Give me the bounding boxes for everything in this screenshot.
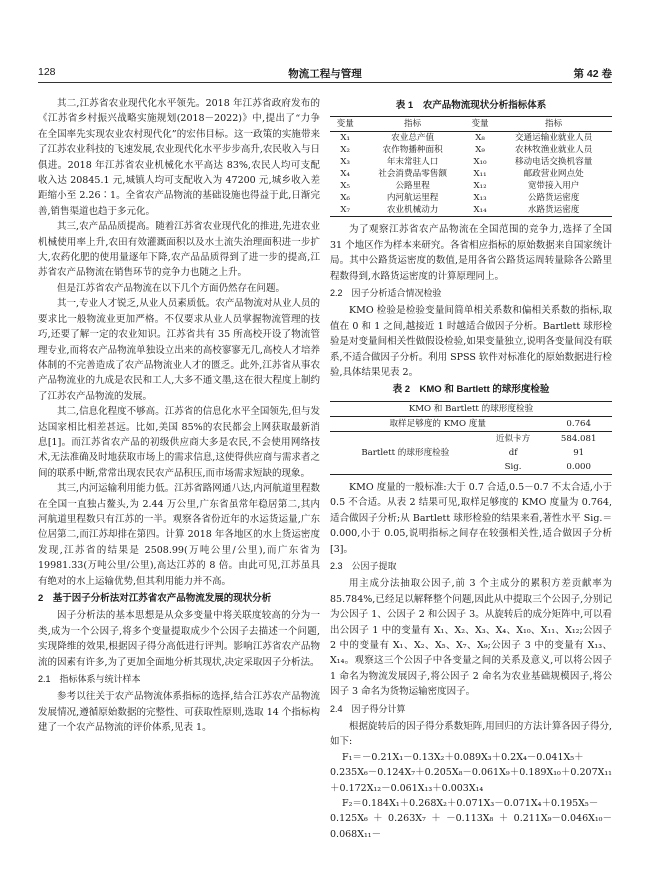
table-cell: 农林牧渔业就业人员 [514,145,593,156]
table-cell: 91 [573,447,585,458]
paragraph: 其二,江苏省农业现代化水平领先。2018 年江苏省政府发布的《江苏省乡村振兴战略实施规划(2018－2022)》中,提出了“力争在全国率先实现农业农村现代化”的宏伟目标。这一政策的实施带来了江苏农业科技的飞速发展,农业现代化水平步步高升,农民收入与日俱进。2018 年江苏省农业机械化水平高达 83%,农民人均可支配收入达 20845.1 元,城镇人均可支配收入为 47200 元,城乡收入差距缩小至 2.26∶1。全省农产品物流的基础设施也得益于此,日渐完善,销售渠道也趋于多元化。 [38,98,320,217]
table-cell: 农业机械动力 [360,204,464,217]
table-cell: X₆ [340,193,350,204]
table-cell: X₃ [340,157,350,168]
table-header: 指标 [360,117,464,132]
table-cell: X₉ [475,145,485,156]
section-heading: 2 基于因子分析法对江苏省农产品物流发展的现状分析 [38,593,272,604]
table-cell: 交通运输业就业人员 [514,133,593,144]
table-row [330,132,612,145]
table-cell: X₁₄ [465,204,495,217]
table-cell: X₅ [340,181,350,192]
table-cell: 584.081 [560,433,597,444]
table-cell: X₁₁ [473,169,487,180]
formula-f2-cont: 0.125X₆＋0.263X₇＋－0.113X₈＋0.211X₉－0.046X₁₀－0.068X₁₁－ [330,813,612,840]
paragraph: KMO 检验是检验变量间简单相关系数和偏相关系数的指标,取值在 0 和 1 之间,越接近 1 时越适合做因子分析。Bartlett 球形检验是对变量间相关性做假设检验,如果变量独立,说明各变量间没有联系,不适合做因子分析。利用 SPSS 软件对标准化的原始数据进行检验,具体结果见表 2。 [330,305,612,379]
table-header: 变量 [330,117,360,132]
table-cell: 0.000 [545,460,612,475]
left-column [38,96,320,736]
formula-f2: F₂＝0.184X₁＋0.268X₂＋0.071X₃－0.071X₄＋0.195X₅－ [342,798,599,809]
paragraph: 但是江苏省农产品物流在以下几个方面仍然存在问题。 [57,282,286,294]
paragraph: 用主成分法抽取公因子,前 3 个主成分的累积方差贡献率为 85.784%,已经足以解释整个问题,因此从中提取三个公因子,分别记为公因子 1、公因子 2 和公因子 3。从旋转后的成分矩阵中,可以看出公因子 1 中的变量有 X₁、X₂、X₃、X₄、X₁₀、X₁₁、X₁₂;公因子 2 中的变量有 X₁、X₂、X₅、X₇、X₉;公因子 3 中的变量有 X₁₃、X₁₄。观察这三个公因子中各变量之间的关系及意义,可以将公因子 1 命名为物流发展因子,将公因子 2 命名为农业基础规模因子,将公因子 3 命名为货物运输密度因子。 [330,578,612,698]
table-cell: 农作物播种面积 [382,145,443,156]
kmo-bartlett-table [330,401,612,475]
table-cell: 社会消费品零售额 [378,169,447,180]
table-cell: 公路货运密度 [527,193,580,204]
journal-name: 物流工程与管理 [288,68,362,80]
formula-f1: F₁＝－0.21X₁－0.13X₂＋0.089X₃＋0.2X₄－0.041X₅＋ [342,751,584,763]
table-row [330,156,612,168]
right-column [330,96,612,842]
table-row [330,192,612,204]
table-cell: 农业总产值 [391,133,435,144]
subsection-heading: 2.1 指标体系与统计样本 [38,674,141,685]
table-cell: 邮政营业网点处 [523,169,584,180]
running-header [38,64,612,83]
table-cell: 取样足够度的 KMO 度量 [330,416,545,431]
indicator-table [330,116,612,217]
volume-label: 第 42 卷 [573,68,612,80]
table-cell: 公路里程 [395,181,430,192]
table-cell: X₄ [340,169,350,180]
table-cell: X₂ [340,145,350,156]
table-cell: Bartlett 的球形度检验 [330,431,481,474]
page-number: 128 [38,66,56,78]
table-cell: 移动电话交换机容量 [514,157,593,168]
table-cell: X₇ [330,204,360,217]
table-cell: Sig. [481,460,546,475]
paragraph: 其一,专业人才锐乏,从业人员素质低。农产品物流对从业人员的要求比一般物流业更加严格。不仅要求从业人员掌握物流管理的技巧,还要了解一定的农业知识。江苏省共有 35 所高校开设了物流管理专业,而将农产品物流单独设立出来的高校寥寥无几,高校人才培养体制的不完善造成了农产品物流业人才的匮乏。此外,江苏省从事农产品物流业的九成是农民和工人,大多不通文墨,这在很大程度上制约了江苏农产品物流的发展。 [38,298,320,402]
paragraph: 根据旋转后的因子得分系数矩阵,用回归的方法计算各因子得分,如下: [330,720,612,748]
table-cell: 水路货运密度 [495,204,612,217]
table-cell: X₁₃ [473,193,487,204]
table1-caption: 表 1 农产品物流现状分析指标体系 [395,100,547,111]
formula-f1-cont: 0.235X₆－0.124X₇＋0.205X₈－0.061X₉＋0.189X₁₀＋0.207X₁₁＋0.172X₁₂－0.061X₁₃＋0.003X₁₄ [330,767,612,794]
table-row [330,168,612,180]
table-cell: 近似卡方 [495,433,531,444]
table-row [330,204,612,217]
table-cell: 0.764 [545,416,612,431]
subsection-heading: 2.2 因子分析适合情况检验 [330,288,442,299]
table-cell: df [508,447,518,458]
table2-caption: 表 2 KMO 和 Bartlett 的球形度检验 [392,384,550,396]
paragraph: 为了观察江苏省农产品物流在全国范围的竞争力,选择了全国 31 个地区作为样本来研究。各省相应指标的原始数据来自国家统计局。其中公路货运密度的数值,是用各省公路货运周转量除各公路里程数得到,水路货运密度的计算原理同上。 [330,224,612,282]
paragraph: KMO 度量的一般标准:大于 0.7 合适,0.5－0.7 不太合适,小于 0.5 不合适。从表 2 结果可见,取样足够度的 KMO 度量为 0.764,适合做因子分析;从 Bartlett 球形检验的结果来看,著性水平 Sig.＝0.000,小于 0.05,说明指标之间存在较强相关性,适合做因子分析[3]。 [330,481,612,555]
table-cell: 年末常驻人口 [386,157,439,168]
table-cell: X₁₀ [473,157,487,168]
paragraph: 其三,农产品品质提高。随着江苏省农业现代化的推进,先进农业机械使用率上升,农田有效灌溉面积以及水土流失治理面积进一步扩大,农药化肥的使用量逐年下降,农产品品质得到了进一步的提高,江苏省农产品物流在销售环节的竞争力也随之上升。 [38,221,320,279]
table-cell: 宽带接入用户 [527,181,580,192]
paragraph: 参考以往关于农产品物流体系指标的选择,结合江苏农产品物流发展情况,遵循原始数据的完整性、可获取性原则,选取 14 个指标构建了一个农产品物流的评价体系,见表 1。 [38,691,320,734]
table-cell: X₈ [475,133,485,144]
subsection-heading: 2.4 因子得分计算 [330,703,406,714]
paragraph: 其三,内河运输利用能力低。江苏省路网通八达,内河航道里程数在全国一直独占鳌头,为 2.44 万公里,广东省虽常年稳居第二,其内河航道里程数只有江苏的一半。观察各省份近年的水运货运量,广东位居第二,而江苏却排在第四。计算 2018 年各地区的水上货运密度发现,江苏省的结果是 2508.99(万吨公里/公里),而广东省为 19981.33(万吨公里/公里),高达江苏的 8 倍。由此可见,江苏虽具有绝对的水上运输优势,但其利用能力并不高。 [38,483,320,587]
table-title: KMO 和 Bartlett 的球形度检验 [330,401,612,416]
table-cell: 内河航运里程 [386,193,439,204]
table-cell: X₁₂ [473,181,487,192]
table-header: 指标 [495,117,612,132]
table-row [330,144,612,156]
table-row [330,180,612,192]
paragraph: 其二,信息化程度不够高。江苏省的信息化水平全国领先,但与发达国家相比相差甚远。比如,美国 85%的农民都会上网获取最新消息[1]。而江苏省农产品的初级供应商大多是农民,不会使用网络技术,无法准确及时地获取市场上的需求信息,这使得供应商与需求者之间的联系中断,常常出现农民农产品积压,而市场需求短缺的现象。 [38,406,320,479]
table-cell: X₁ [340,133,350,144]
table-header: 变量 [465,117,495,132]
paragraph: 因子分析法的基本思想是从众多变量中将关联度较高的分为一类,成为一个公因子,将多个变量提取成少个公因子去描述一个问题,实现降维的效果,根据因子得分高低进行评判。影响江苏省农产品物流的因素有许多,为了更加全面地分析其现状,决定采取因子分析法。 [38,610,320,668]
subsection-heading: 2.3 公因子提取 [330,560,397,571]
